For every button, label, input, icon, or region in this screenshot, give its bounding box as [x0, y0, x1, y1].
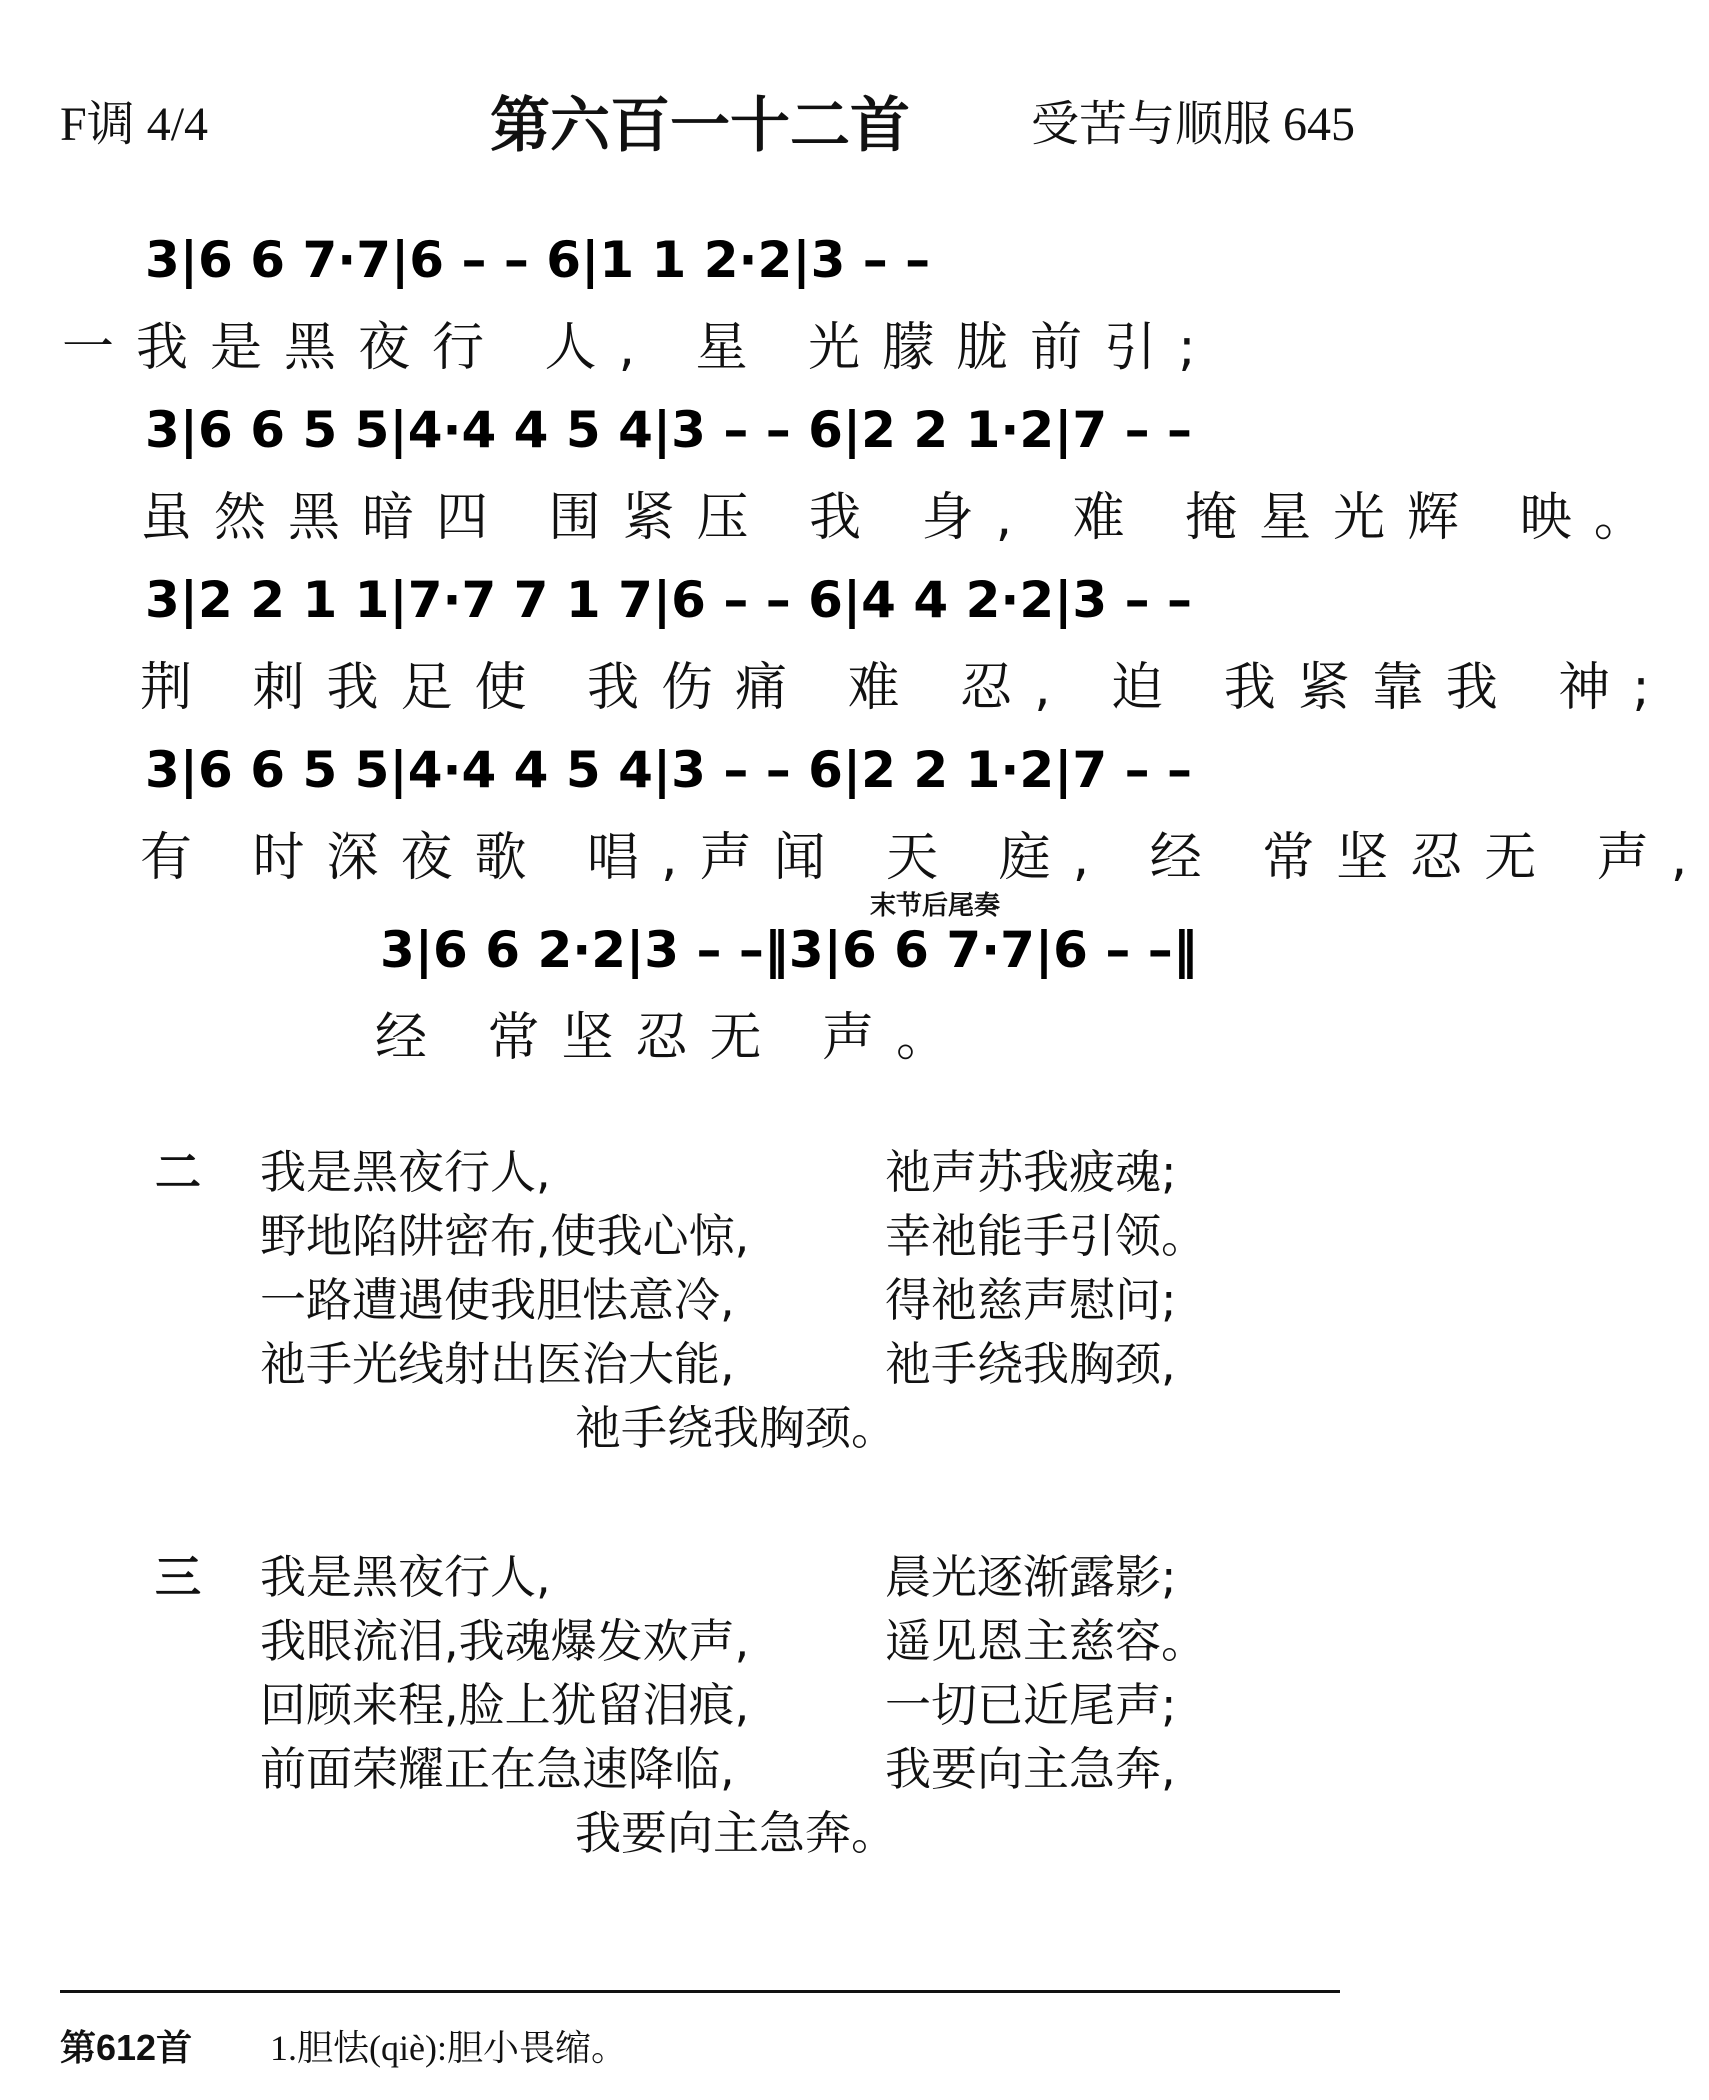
- notation-line: 3|6 6 5 5|4·4 4 5 4|3 – – 6|2 2 1·2|7 – –: [145, 401, 1193, 459]
- verse-line: 回顾来程,脸上犹留泪痕,: [260, 1678, 750, 1732]
- verse-number: 三: [155, 1550, 201, 1604]
- verse-line: 遥见恩主慈容。: [885, 1614, 1207, 1668]
- verse-line: 我眼流泪,我魂爆发欢声,: [260, 1614, 750, 1668]
- notation-line: 3|6 6 2·2|3 – –‖3|6 6 7·7|6 – –‖: [380, 921, 1198, 979]
- notation-line: 3|2 2 1 1|7·7 7 1 7|6 – – 6|4 4 2·2|3 – –: [145, 571, 1193, 629]
- verse-line: 得祂慈声慰问;: [885, 1273, 1177, 1327]
- notation-staff: [0, 715, 1400, 815]
- verse-number: 二: [155, 1145, 201, 1199]
- verse-line: 我要向主急奔。: [575, 1806, 897, 1860]
- key-time-signature: F调 4/4: [60, 98, 209, 151]
- verse-line: 祂手绕我胸颈,: [885, 1337, 1176, 1391]
- verse-line: 我是黑夜行人,: [260, 1145, 551, 1199]
- notation-staff: [0, 375, 1400, 475]
- verse-line: 幸祂能手引领。: [885, 1209, 1207, 1263]
- notation-staff: [0, 205, 1400, 305]
- lyric-line: 经 常坚忍无 声。: [375, 1008, 971, 1068]
- ending-label: 末节后尾奏: [870, 890, 1001, 920]
- notation-staff: [0, 895, 1400, 995]
- notation-line: 3|6 6 5 5|4·4 4 5 4|3 – – 6|2 2 1·2|7 – –: [145, 741, 1193, 799]
- footer-footnote: 1.胆怯(qiè):胆小畏缩。: [270, 2028, 627, 2068]
- footer-hymn-number: 第612首: [60, 2027, 193, 2068]
- score-system-3: [0, 545, 1672, 718]
- hymn-title: 第六百一十二首: [490, 92, 910, 159]
- hymn-category: 受苦与顺服 645: [1030, 98, 1355, 151]
- notation-staff: [0, 545, 1400, 645]
- verse-line: 祂手光线射出医治大能,: [260, 1337, 735, 1391]
- verse-line: 祂声苏我疲魂;: [885, 1145, 1177, 1199]
- verse-line: 一切已近尾声;: [885, 1678, 1177, 1732]
- lyric-line: 荆 刺我足使 我伤痛 难 忍, 迫 我紧靠我 神;: [140, 658, 1672, 718]
- verse-3: [155, 1545, 1305, 1885]
- verse-line: 晨光逐渐露影;: [885, 1550, 1177, 1604]
- score-system-5: [0, 895, 1400, 1068]
- lyric-line: 一我是黑夜行 人, 星 光朦胧前引;: [62, 318, 1218, 378]
- score-system-1: [0, 205, 1400, 378]
- verse-line: 野地陷阱密布,使我心惊,: [260, 1209, 750, 1263]
- score-system-4: [0, 715, 1709, 888]
- verse-line: 祂手绕我胸颈。: [575, 1401, 897, 1455]
- verse-line: 一路遭遇使我胆怯意冷,: [260, 1273, 735, 1327]
- score-system-2: [0, 375, 1668, 548]
- notation-line: 3|6 6 7·7|6 – – 6|1 1 2·2|3 – –: [145, 231, 931, 289]
- verse-line: 我要向主急奔,: [885, 1742, 1176, 1796]
- lyric-line: 虽然黑暗四 围紧压 我 身, 难 掩星光辉 映。: [140, 488, 1668, 548]
- verse-2: [155, 1140, 1305, 1480]
- verse-line: 前面荣耀正在急速降临,: [260, 1742, 735, 1796]
- footer-divider: [60, 1990, 1340, 1993]
- verse-line: 我是黑夜行人,: [260, 1550, 551, 1604]
- lyric-line: 有 时深夜歌 唱,声闻 天 庭, 经 常坚忍无 声,: [140, 828, 1709, 888]
